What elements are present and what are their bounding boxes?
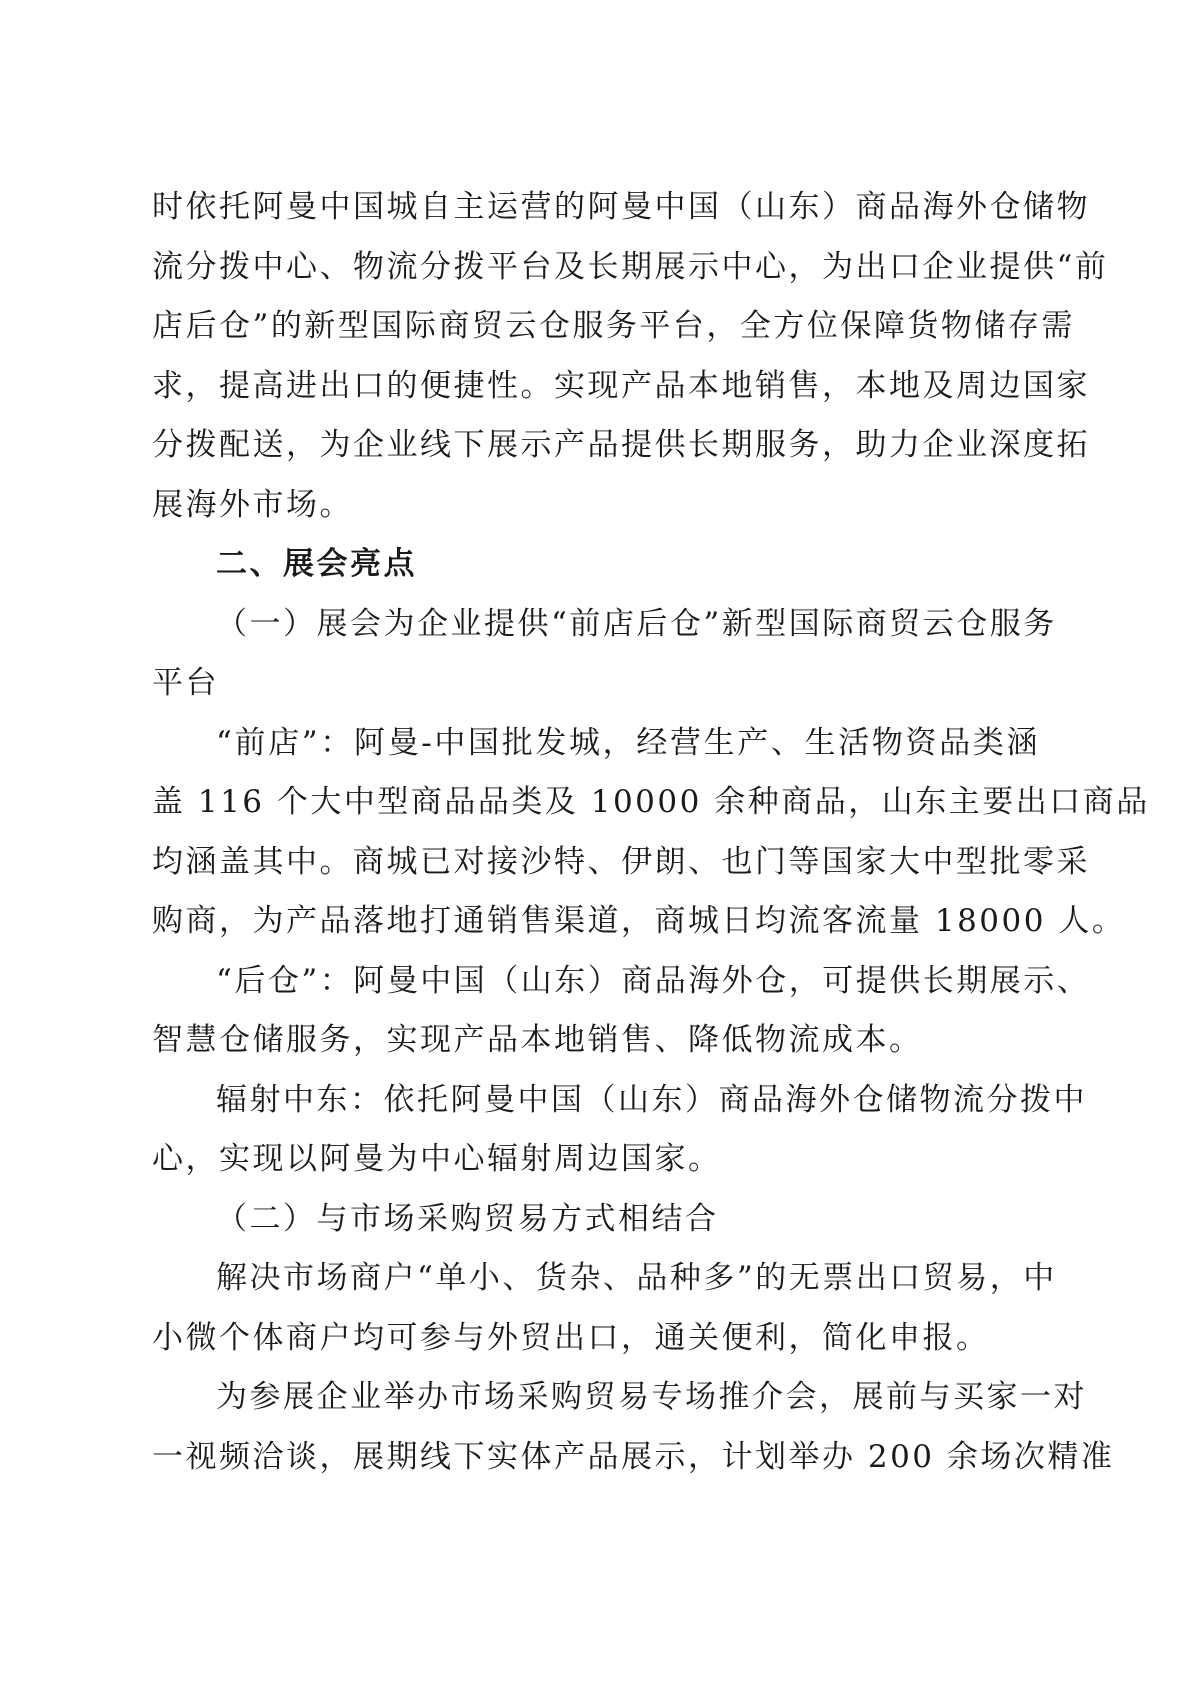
market-paragraph	[152, 1249, 1057, 1368]
text-line: （一）展会为企业提供“前店后仓”新型国际商贸云仓服务	[216, 605, 1057, 642]
text-line: 店后仓”的新型国际商贸云仓服务平台，全方位保障货物储存需	[152, 308, 1075, 344]
text-line: 辐射中东：依托阿曼中国（山东）商品海外仓储物流分拨中	[216, 1081, 1087, 1118]
fushe-paragraph	[152, 1071, 1087, 1190]
qiandian-paragraph	[152, 714, 1150, 952]
text-line: 流分拨中心、物流分拨平台及长期展示中心，为出口企业提供“前	[152, 248, 1109, 285]
text-line: 解决市场商户“单小、货杂、品种多”的无票出口贸易，中	[216, 1260, 1057, 1296]
text-line: 一视频洽谈，展期线下实体产品展示，计划举办 200 余场次精准	[152, 1438, 1115, 1475]
text-line: 小微个体商户均可参与外贸出口，通关便利，简化申报。	[152, 1319, 990, 1356]
text-line: 盖 116 个大中型商品品类及 10000 余种商品，山东主要出口商品	[152, 784, 1150, 820]
text-line: “后仓”：阿曼中国（山东）商品海外仓，可提供长期展示、	[216, 962, 1091, 999]
text-line: 心，实现以阿曼为中心辐射周边国家。	[152, 1141, 722, 1177]
text-line: 均涵盖其中。商城已对接沙特、伊朗、也门等国家大中型批零采	[152, 843, 1090, 880]
text-line: “前店”：阿曼-中国批发城，经营生产、生活物资品类涵	[216, 724, 1040, 761]
text-line: 平台	[152, 665, 219, 701]
document-body	[152, 178, 1150, 1487]
text-line: 展海外市场。	[152, 486, 353, 523]
subsection-heading-2: （二）与市场采购贸易方式相结合	[216, 1200, 719, 1237]
text-line: 时依托阿曼中国城自主运营的阿曼中国（山东）商品海外仓储物	[152, 189, 1090, 225]
text-line: 分拨配送，为企业线下展示产品提供长期服务，助力企业深度拓	[152, 427, 1090, 463]
text-line: 购商，为产品落地打通销售渠道，商城日均流客流量 18000 人。	[152, 903, 1126, 939]
houcang-paragraph	[152, 952, 1091, 1071]
intro-paragraph	[152, 178, 1109, 535]
text-line: 求，提高进出口的便捷性。实现产品本地销售，本地及周边国家	[152, 367, 1090, 404]
promo-paragraph	[152, 1368, 1115, 1487]
subsection-heading-1	[152, 595, 1057, 714]
text-line: 智慧仓储服务，实现产品本地销售、降低物流成本。	[152, 1022, 923, 1058]
section-heading: 二、展会亮点	[216, 546, 417, 582]
text-line: 为参展企业举办市场采购贸易专场推介会，展前与买家一对	[216, 1379, 1087, 1415]
